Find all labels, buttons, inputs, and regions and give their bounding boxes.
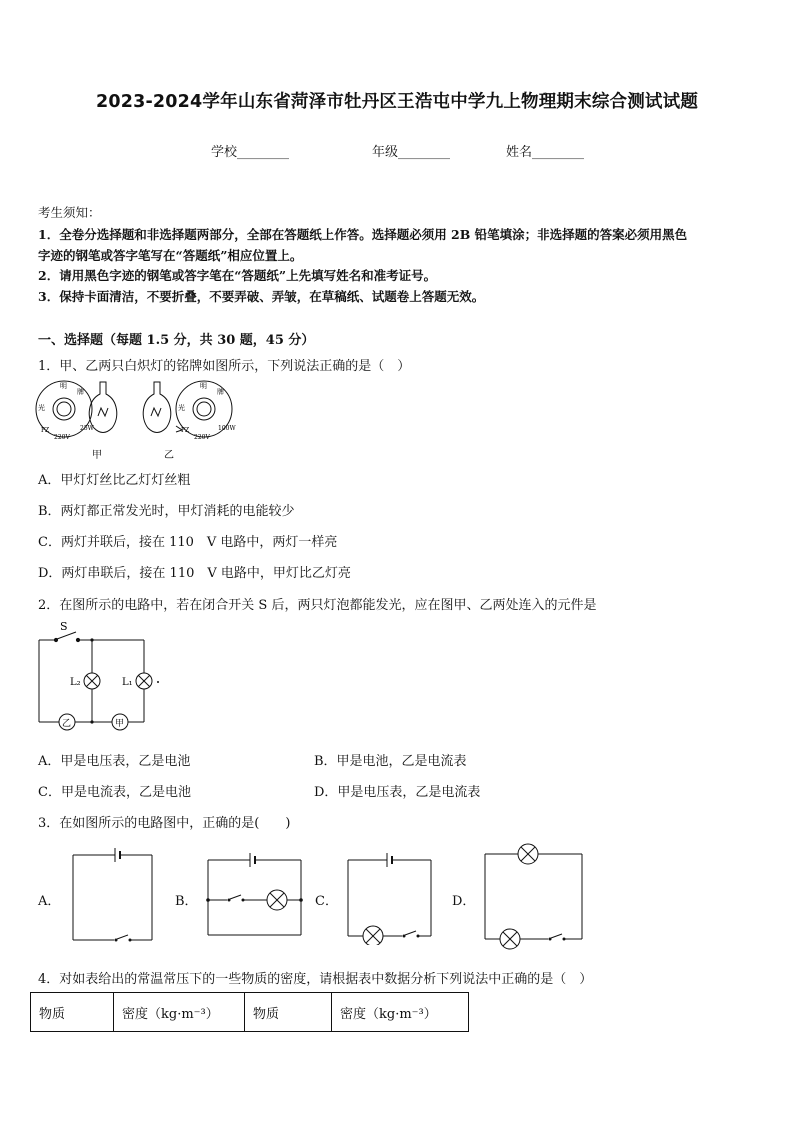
plate-right-char-2: 明 [200,382,207,390]
q1-option-a: A．甲灯灯丝比乙灯灯丝粗 [38,473,191,488]
q3-circuit-a [70,845,156,945]
section-heading: 一、选择题（每题 1.5 分，共 30 题，45 分） [38,333,315,348]
q2-option-b: B．甲是电池，乙是电流表 [314,754,467,769]
q1-option-d: D．两灯串联后，接在 110 V 电路中，甲灯比乙灯亮 [38,566,351,581]
q2-option-c: C．甲是电流表，乙是电池 [38,785,191,800]
grade-field: 年级________ [372,145,451,160]
q3-label-d: D． [452,894,476,909]
plate-left-pz: PZ [41,427,50,434]
notice-item-2: 2．请用黑色字迹的钢笔或答字笔在“答题纸”上先填写姓名和准考证号。 [38,268,437,283]
q3-stem: 3．在如图所示的电路图中，正确的是( ) [38,816,291,831]
q3-label-b: B． [175,894,198,909]
meter-yi-label: 乙 [62,719,72,729]
q3-circuit-b [205,850,305,940]
notice-heading: 考生须知： [38,205,101,220]
q2-circuit-figure [34,618,174,736]
bulb-yi-label: 乙 [164,450,174,461]
lamp-l2-label: L₂ [70,677,81,688]
density-table [30,992,469,1032]
plate-right-voltage: 220V [194,434,210,441]
plate-left-char-1: 光 [38,404,45,412]
plate-right-pz: PZ [181,427,190,434]
q1-option-b: B．两灯都正常发光时，甲灯消耗的电能较少 [38,504,295,519]
table-header-cell: 密度（kg·m⁻³） [332,993,469,1032]
q3-circuit-d [482,840,588,952]
q3-label-a: A． [38,894,61,909]
page-title: 2023-2024学年山东省菏泽市牡丹区王浩屯中学九上物理期末综合测试试题 [95,92,699,112]
q1-option-c: C．两灯并联后，接在 110 V 电路中，两灯一样亮 [38,535,338,550]
lamp-l1-label: L₁ [122,677,133,688]
q3-label-c: C． [315,894,338,909]
bulb-jia-label: 甲 [92,450,102,461]
plate-right-char-3: 牌 [217,388,224,396]
q1-bulb-figure [34,374,244,464]
q2-option-d: D．甲是电压表，乙是电流表 [314,785,481,800]
plate-left-char-2: 明 [60,382,67,390]
table-header-cell: 密度（kg·m⁻³） [114,993,245,1032]
q2-option-a: A．甲是电压表，乙是电池 [38,754,191,769]
school-field: 学校________ [211,145,290,160]
plate-left-power: 25W [80,425,94,432]
q1-stem: 1．甲、乙两只白炽灯的铭牌如图所示，下列说法正确的是（ ） [38,359,411,374]
plate-left-voltage: 220V [54,434,70,441]
notice-item-1: 1．全卷分选择题和非选择题两部分，全部在答题纸上作答。选择题必须用 2B 铅笔填涂；非选择题的答案必须用黑色 [38,227,688,242]
notice-item-3: 3．保持卡面清洁，不要折叠，不要弄破、弄皱，在草稿纸、试题卷上答题无效。 [38,289,485,304]
plate-right-power: 100W [218,425,236,432]
plate-right-char-1: 光 [178,404,185,412]
switch-label: S [60,620,68,633]
table-row [31,993,469,1032]
q2-stem: 2．在图所示的电路中，若在闭合开关 S 后，两只灯泡都能发光，应在图甲、乙两处连入的元件是 [38,598,597,613]
table-header-cell: 物质 [245,993,332,1032]
name-field: 姓名________ [506,145,585,160]
notice-item-1-cont: 字迹的钢笔或答字笔写在“答题纸”相应位置上。 [38,248,303,263]
table-header-cell: 物质 [31,993,114,1032]
plate-left-char-3: 牌 [77,388,84,396]
q4-stem: 4．对如表给出的常温常压下的一些物质的密度，请根据表中数据分析下列说法中正确的是（ ） [38,972,593,987]
meter-jia-label: 甲 [115,719,125,729]
q3-circuit-c [345,850,435,945]
